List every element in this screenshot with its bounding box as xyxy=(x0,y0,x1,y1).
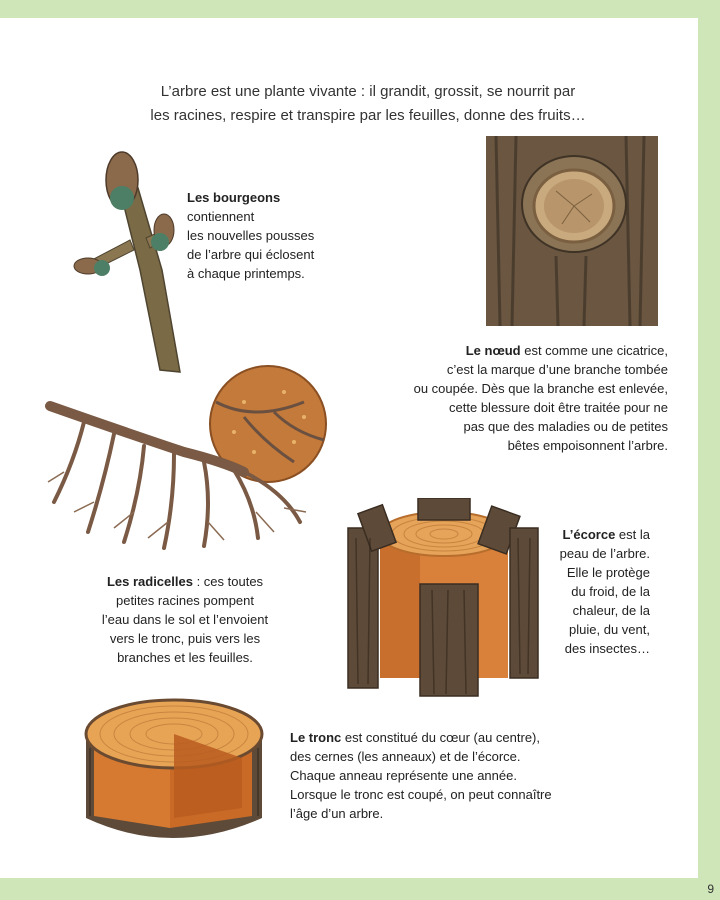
caption-line: vers le tronc, puis vers les xyxy=(109,631,261,646)
page-number: 9 xyxy=(707,882,714,896)
caption-line: l’âge d’un arbre. xyxy=(290,806,384,821)
caption-title: Le tronc xyxy=(290,730,342,745)
caption-line: Chaque anneau représente une année. xyxy=(290,768,517,783)
caption-line: bêtes empoisonnent l’arbre. xyxy=(507,438,668,453)
roots-illustration xyxy=(44,362,344,558)
page-frame-bottom xyxy=(0,878,720,900)
caption-title: L’écorce xyxy=(562,527,616,542)
caption-line: du froid, de la xyxy=(571,584,650,599)
caption-line: est comme une cicatrice, xyxy=(520,343,668,358)
caption-line: Lorsque le tronc est coupé, on peut connaître xyxy=(290,787,552,802)
caption-line: c’est la marque d’une branche tombée xyxy=(446,362,668,377)
bud-branch-illustration xyxy=(70,150,190,380)
caption-line: : ces toutes xyxy=(192,574,264,589)
intro-text xyxy=(118,80,618,128)
caption-title: Les bourgeons xyxy=(187,190,281,205)
bark-cylinder-illustration xyxy=(344,498,544,698)
caption-line: de l’arbre qui éclosent xyxy=(187,247,315,262)
intro-line: les racines, respire et transpire par les feuilles, donne des fruits… xyxy=(150,107,586,124)
caption-radicelles xyxy=(70,572,300,667)
trunk-section-illustration xyxy=(82,698,272,848)
caption-line: chaleur, de la xyxy=(572,603,650,618)
caption-line: contiennent xyxy=(187,209,255,224)
caption-ecorce xyxy=(548,525,650,658)
caption-line: peau de l’arbre. xyxy=(559,546,650,561)
intro-line: L’arbre est une plante vivante : il grandit, grossit, se nourrit par xyxy=(160,83,576,100)
caption-line: pas que des maladies ou de petites xyxy=(463,419,668,434)
caption-bourgeons xyxy=(187,188,314,283)
caption-line: est constitué du cœur (au centre), xyxy=(341,730,540,745)
caption-line: cette blessure doit être traitée pour ne xyxy=(449,400,668,415)
caption-line: branches et les feuilles. xyxy=(117,650,253,665)
page-frame-right xyxy=(698,0,720,900)
caption-line: Elle le protège xyxy=(566,565,650,580)
caption-line: des cernes (les anneaux) et de l’écorce. xyxy=(290,749,521,764)
caption-title: Les radicelles xyxy=(106,574,193,589)
caption-line: à chaque printemps. xyxy=(187,266,305,281)
caption-tronc xyxy=(290,728,580,823)
caption-line: ou coupée. Dès que la branche est enlevée, xyxy=(413,381,668,396)
caption-noeud xyxy=(400,341,668,455)
caption-title: Le nœud xyxy=(465,343,521,358)
page-frame-top xyxy=(0,0,720,18)
caption-line: l’eau dans le sol et l’envoient xyxy=(101,612,269,627)
caption-line: pluie, du vent, xyxy=(569,622,650,637)
bark-knot-illustration xyxy=(486,136,658,326)
caption-line: est la xyxy=(615,527,650,542)
caption-line: des insectes… xyxy=(564,641,650,656)
caption-line: les nouvelles pousses xyxy=(187,228,315,243)
caption-line: petites racines pompent xyxy=(115,593,255,608)
